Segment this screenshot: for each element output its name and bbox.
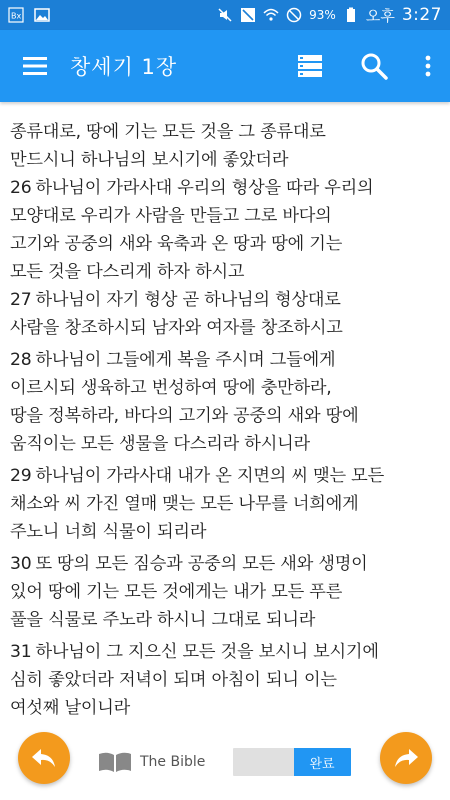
verse-29 bbox=[10, 462, 442, 546]
verse-31 bbox=[10, 638, 442, 720]
verse-27 bbox=[10, 286, 442, 342]
image-icon bbox=[34, 7, 50, 23]
verse-line: 땅을 정복하라, 바다의 고기와 공중의 새와 땅에 bbox=[10, 406, 359, 426]
verse-line: 모양대로 우리가 사람을 만들고 그로 바다의 bbox=[10, 206, 332, 226]
brand-logo bbox=[98, 751, 205, 773]
svg-text:Bx: Bx bbox=[11, 11, 22, 21]
no-disturb-icon bbox=[286, 7, 302, 23]
status-bar bbox=[0, 0, 450, 30]
app-bar bbox=[0, 30, 450, 102]
battery-percent: 93% bbox=[309, 8, 336, 22]
verse-number: 26 bbox=[10, 178, 32, 198]
verse-line: 하나님이 가라사대 내가 온 지면의 씨 맺는 모든 bbox=[35, 466, 384, 486]
brand-label: The Bible bbox=[140, 754, 206, 770]
page-title: 창세기 1장 bbox=[70, 55, 178, 79]
search-button[interactable] bbox=[342, 30, 406, 102]
verse-line: 고기와 공중의 새와 육축과 온 땅과 땅에 기는 bbox=[10, 234, 343, 254]
reply-icon bbox=[31, 747, 57, 769]
verse-line: 채소와 씨 가진 열매 맺는 모든 나무를 너희에게 bbox=[10, 494, 359, 514]
notification-bx-icon bbox=[8, 7, 24, 23]
verse-line: 이르시되 생육하고 번성하여 땅에 충만하라, bbox=[10, 378, 332, 398]
verse-line: 또 땅의 모든 짐승과 공중의 모든 새와 생명이 bbox=[35, 554, 368, 574]
forward-icon bbox=[393, 747, 419, 769]
verse-line: 움직이는 모든 생물을 다스리라 하시니라 bbox=[10, 434, 310, 454]
battery-icon bbox=[343, 7, 359, 23]
verse-line: 하나님이 자기 형상 곧 하나님의 형상대로 bbox=[35, 290, 341, 310]
verse-line: 하나님이 가라사대 우리의 형상을 따라 우리의 bbox=[35, 178, 374, 198]
menu-button[interactable] bbox=[0, 30, 70, 102]
verse-25-partial bbox=[10, 102, 442, 174]
verse-line: 여섯째 날이니라 bbox=[10, 698, 131, 718]
menu-icon bbox=[22, 56, 48, 76]
data-off-icon bbox=[240, 7, 256, 23]
verse-line: 하나님이 그 지으신 모든 것을 보시니 보시기에 bbox=[35, 642, 379, 662]
verse-number: 31 bbox=[10, 642, 32, 662]
more-vert-icon bbox=[425, 55, 431, 77]
book-icon bbox=[98, 751, 132, 773]
verse-number: 28 bbox=[10, 350, 32, 370]
verse-line: 있어 땅에 기는 모든 것에게는 내가 모든 푸른 bbox=[10, 582, 343, 602]
verse-number: 27 bbox=[10, 290, 32, 310]
list-icon bbox=[297, 54, 323, 78]
verse-line bbox=[10, 102, 442, 118]
verse-line: 종류대로, 땅에 기는 모든 것을 그 종류대로 bbox=[10, 122, 326, 142]
bottom-bar bbox=[0, 720, 450, 800]
verse-line: 주노니 너희 식물이 되리라 bbox=[10, 522, 207, 542]
previous-chapter-button[interactable] bbox=[18, 732, 70, 784]
verse-line: 풀을 식물로 주노라 하시니 그대로 되니라 bbox=[10, 610, 316, 630]
verse-26 bbox=[10, 174, 442, 286]
verse-number: 29 bbox=[10, 466, 32, 486]
chapter-list-button[interactable] bbox=[278, 30, 342, 102]
chapter-content[interactable] bbox=[0, 102, 450, 720]
wifi-icon bbox=[263, 7, 279, 23]
reading-progress[interactable] bbox=[233, 748, 351, 776]
more-options-button[interactable] bbox=[406, 30, 450, 102]
status-ampm: 오후 bbox=[365, 6, 395, 25]
verse-28 bbox=[10, 346, 442, 458]
verse-line: 하나님이 그들에게 복을 주시며 그들에게 bbox=[35, 350, 336, 370]
verse-line: 모든 것을 다스리게 하자 하시고 bbox=[10, 262, 245, 282]
verse-number: 30 bbox=[10, 554, 32, 574]
verse-line: 사람을 창조하시되 남자와 여자를 창조하시고 bbox=[10, 318, 343, 338]
verse-line: 심히 좋았더라 저녁이 되며 아침이 되니 이는 bbox=[10, 670, 337, 690]
complete-label: 완료 bbox=[309, 756, 335, 772]
next-chapter-button[interactable] bbox=[380, 732, 432, 784]
verse-line: 만드시니 하나님의 보시기에 좋았더라 bbox=[10, 150, 289, 170]
search-icon bbox=[360, 52, 388, 80]
mute-icon bbox=[217, 7, 233, 23]
verse-30 bbox=[10, 550, 442, 634]
status-time: 3:27 bbox=[401, 5, 442, 25]
